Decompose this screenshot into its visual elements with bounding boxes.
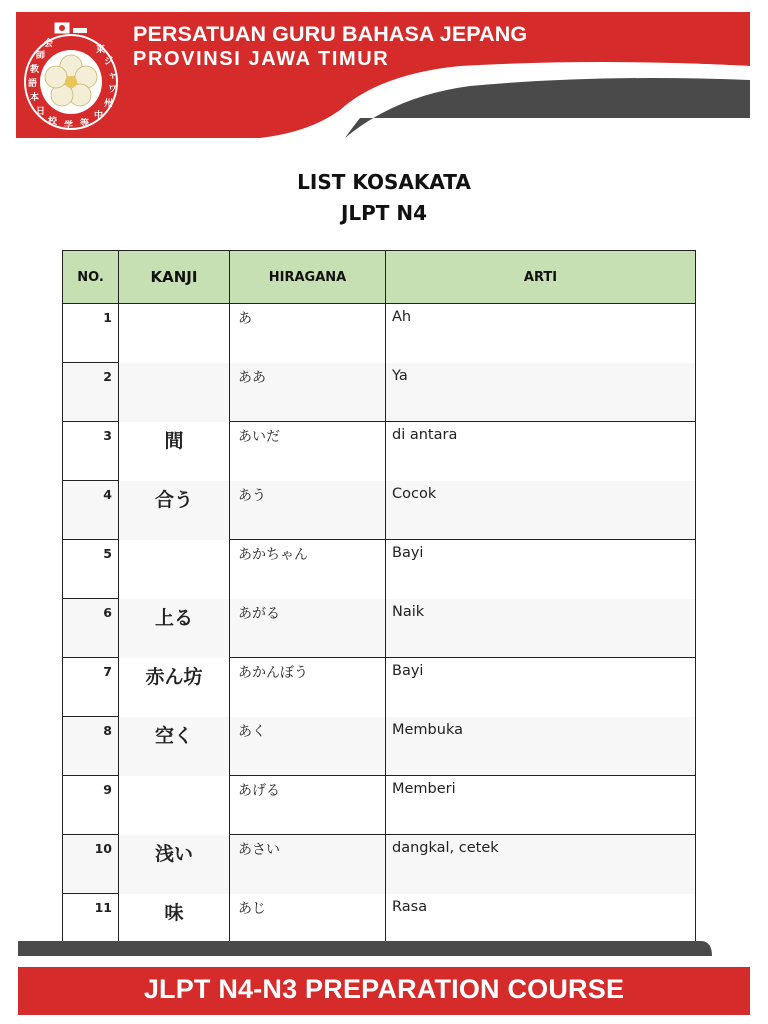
organization-logo — [22, 20, 120, 132]
svg-text:中: 中 — [94, 111, 104, 121]
svg-text:学: 学 — [64, 121, 74, 131]
cell-arti: Membuka — [386, 717, 696, 776]
cell-hiragana: あう — [230, 481, 386, 540]
cell-arti: Rasa — [386, 894, 696, 953]
cell-no: 7 — [63, 658, 119, 717]
cell-no: 1 — [63, 304, 119, 363]
cell-no: 8 — [63, 717, 119, 776]
org-name-line2: PROVINSI JAWA TIMUR — [133, 48, 390, 70]
page-subtitle: JLPT N4 — [340, 201, 428, 225]
cell-kanji — [119, 776, 230, 835]
cell-no: 10 — [63, 835, 119, 894]
svg-text:日: 日 — [36, 107, 46, 117]
svg-text:教: 教 — [30, 65, 40, 75]
cell-hiragana: あがる — [230, 599, 386, 658]
cell-no: 11 — [63, 894, 119, 953]
header-banner — [0, 0, 768, 150]
column-header-arti: ARTI — [386, 251, 696, 304]
cell-hiragana: ああ — [230, 363, 386, 422]
table-row — [63, 540, 696, 599]
svg-text:ワ: ワ — [108, 85, 118, 95]
svg-text:東: 東 — [96, 45, 106, 55]
org-name-line1: PERSATUAN GURU BAHASA JEPANG — [133, 22, 528, 46]
cell-kanji: 味 — [119, 894, 230, 953]
svg-text:会: 会 — [44, 39, 54, 49]
cell-arti: Bayi — [386, 658, 696, 717]
cell-hiragana: あかんぼう — [230, 658, 386, 717]
footer-banner — [0, 930, 768, 1024]
cell-arti: Bayi — [386, 540, 696, 599]
cell-kanji: 間 — [119, 422, 230, 481]
cell-arti: Memberi — [386, 776, 696, 835]
course-title: JLPT N4-N3 PREPARATION COURSE — [143, 974, 625, 1004]
cell-hiragana: あいだ — [230, 422, 386, 481]
cell-kanji — [119, 304, 230, 363]
cell-hiragana: あ — [230, 304, 386, 363]
column-header-kanji: KANJI — [119, 251, 230, 304]
cell-no: 5 — [63, 540, 119, 599]
cell-arti: Naik — [386, 599, 696, 658]
cell-arti: Ah — [386, 304, 696, 363]
table-header-row — [63, 251, 696, 304]
cell-kanji: 空く — [119, 717, 230, 776]
svg-text:州: 州 — [104, 99, 114, 109]
cell-kanji: 浅い — [119, 835, 230, 894]
table-row — [63, 776, 696, 835]
vocabulary-table — [62, 250, 696, 953]
table-row — [63, 481, 696, 540]
table-row — [63, 422, 696, 481]
cell-hiragana: あさい — [230, 835, 386, 894]
table-row — [63, 835, 696, 894]
cell-hiragana: あげる — [230, 776, 386, 835]
svg-text:語: 語 — [28, 79, 38, 89]
cell-no: 6 — [63, 599, 119, 658]
footer-grey-band — [18, 941, 712, 956]
column-header-hiragana: HIRAGANA — [230, 251, 386, 304]
cell-kanji — [119, 540, 230, 599]
svg-text:師: 師 — [36, 51, 46, 61]
table-row — [63, 658, 696, 717]
svg-text:ャ: ャ — [108, 71, 118, 81]
cell-arti: di antara — [386, 422, 696, 481]
cell-arti: Cocok — [386, 481, 696, 540]
cell-no: 3 — [63, 422, 119, 481]
svg-text:校: 校 — [48, 117, 58, 127]
page-title: LIST KOSAKATA — [297, 170, 471, 194]
svg-text:本: 本 — [30, 93, 40, 103]
cell-kanji: 赤ん坊 — [119, 658, 230, 717]
table-row — [63, 717, 696, 776]
cell-kanji — [119, 363, 230, 422]
cell-hiragana: あく — [230, 717, 386, 776]
cell-kanji: 上る — [119, 599, 230, 658]
cell-no: 9 — [63, 776, 119, 835]
table-row — [63, 304, 696, 363]
table-row — [63, 363, 696, 422]
cell-arti: dangkal, cetek — [386, 835, 696, 894]
cell-no: 2 — [63, 363, 119, 422]
cell-kanji: 合う — [119, 481, 230, 540]
cell-hiragana: あかちゃん — [230, 540, 386, 599]
cell-hiragana: あじ — [230, 894, 386, 953]
svg-text:ジ: ジ — [104, 57, 114, 67]
cell-arti: Ya — [386, 363, 696, 422]
column-header-no: NO. — [63, 251, 119, 304]
svg-text:等: 等 — [80, 119, 90, 129]
cell-no: 4 — [63, 481, 119, 540]
table-row — [63, 599, 696, 658]
